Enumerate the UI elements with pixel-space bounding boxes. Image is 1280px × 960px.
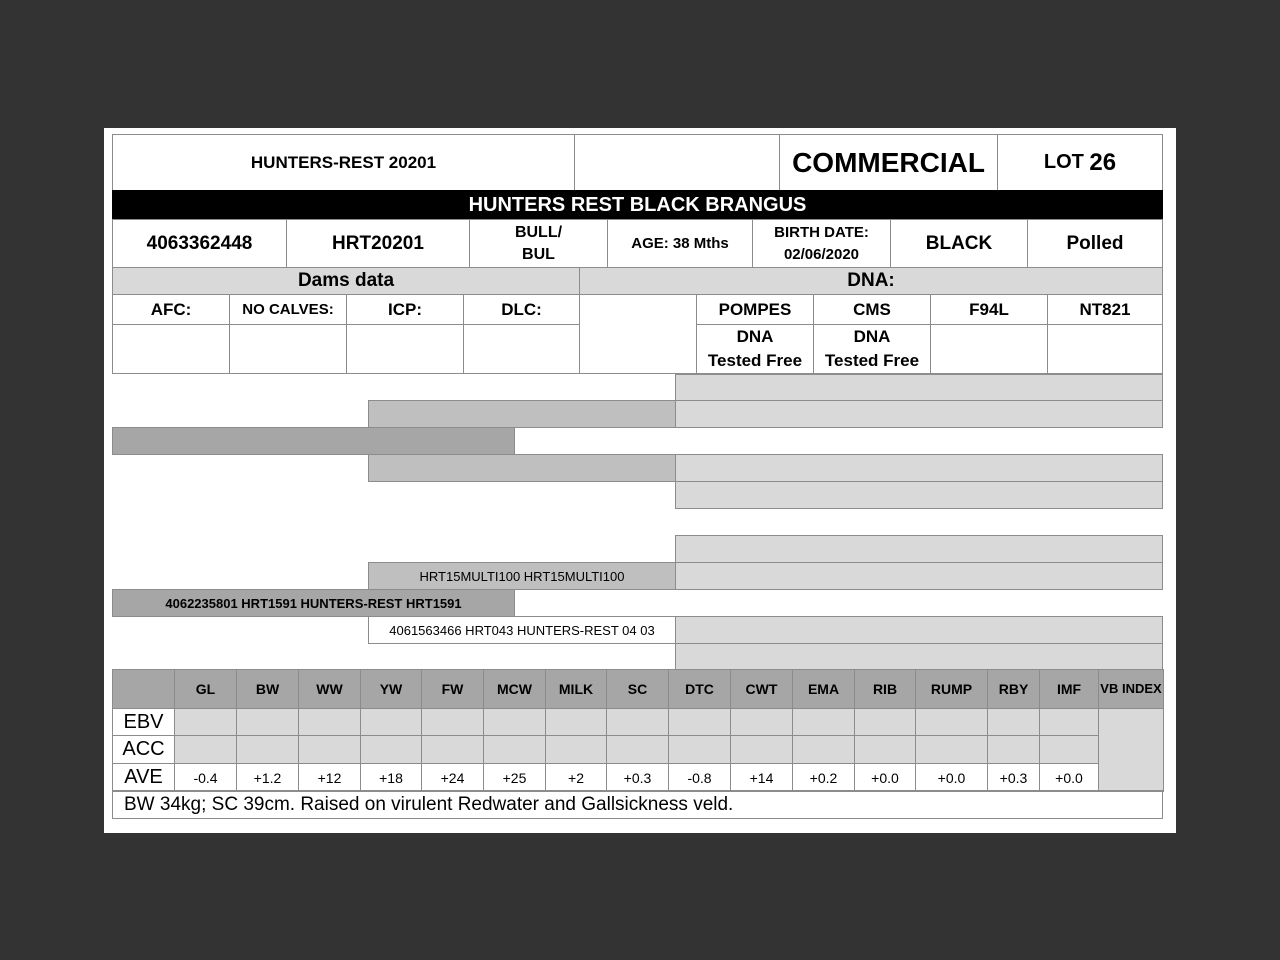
dams-value-icp — [346, 324, 464, 374]
ebv-value-cell: +0.0 — [1039, 763, 1099, 792]
birth-date-value: 02/06/2020 — [783, 245, 860, 263]
dna-value-pompes — [696, 324, 814, 374]
ebv-value-cell — [174, 735, 237, 764]
ebv-column-header: MILK — [545, 669, 607, 709]
header-blank-cell — [574, 134, 780, 191]
dna-value-line1: DNA — [736, 327, 774, 346]
dna-header-cms: CMS — [813, 294, 931, 325]
vb-index-header: VB INDEX — [1098, 669, 1164, 709]
pedigree-dam-sire: HRT15MULTI100 HRT15MULTI100 — [368, 562, 676, 590]
birth-date — [752, 219, 891, 268]
ebv-column-header: RUMP — [915, 669, 988, 709]
animal-age: AGE: 38 Mths — [607, 219, 753, 268]
dna-value-line2: Tested Free — [824, 351, 920, 370]
remarks: BW 34kg; SC 39cm. Raised on virulent Redwater and Gallsickness veld. — [112, 790, 1163, 819]
ebv-value-cell — [854, 735, 916, 764]
animal-horn: Polled — [1027, 219, 1163, 268]
ebv-value-cell — [915, 708, 988, 736]
ebv-value-cell — [236, 735, 299, 764]
ebv-value-cell: +14 — [730, 763, 793, 792]
category-label: COMMERCIAL — [779, 134, 998, 191]
ebv-value-cell: +0.3 — [606, 763, 669, 792]
ebv-value-cell — [483, 708, 546, 736]
ebv-value-cell: +1.2 — [236, 763, 299, 792]
ebv-value-cell — [236, 708, 299, 736]
birth-date-label: BIRTH DATE: — [774, 223, 869, 241]
ebv-value-cell: +18 — [360, 763, 422, 792]
dna-blank-cell — [579, 294, 697, 374]
sex-line1: BULL/ — [514, 223, 563, 241]
ebv-value-cell — [606, 735, 669, 764]
ebv-column-header: RIB — [854, 669, 916, 709]
ebv-value-cell: -0.4 — [174, 763, 237, 792]
ebv-value-cell — [987, 735, 1040, 764]
ebv-value-cell — [854, 708, 916, 736]
ebv-value-cell — [545, 708, 607, 736]
dna-value-nt821 — [1047, 324, 1163, 374]
dams-value-dlc — [463, 324, 580, 374]
ebv-value-cell — [360, 708, 422, 736]
ebv-column-header: DTC — [668, 669, 731, 709]
ebv-value-cell — [174, 708, 237, 736]
ebv-value-cell — [668, 735, 731, 764]
pedigree-sire-dam — [368, 454, 676, 482]
animal-id: 4063362448 — [112, 219, 287, 268]
animal-colour: BLACK — [890, 219, 1028, 268]
ebv-value-cell — [298, 735, 361, 764]
ebv-corner-cell — [112, 669, 175, 709]
lot-number — [997, 134, 1163, 191]
ebv-column-header: SC — [606, 669, 669, 709]
ebv-value-cell: +2 — [545, 763, 607, 792]
dams-header-icp: ICP: — [346, 294, 464, 325]
pedigree-dam-dam: 4061563466 HRT043 HUNTERS-REST 04 03 — [368, 616, 676, 644]
lot-prefix: LOT — [1043, 151, 1084, 173]
vb-index-value — [1098, 708, 1164, 792]
ebv-row-label: AVE — [112, 763, 175, 792]
ebv-value-cell: +0.3 — [987, 763, 1040, 792]
pedigree-ggrand-7 — [675, 616, 1163, 644]
ebv-value-cell — [730, 735, 793, 764]
ebv-value-cell — [792, 708, 855, 736]
ebv-value-cell — [915, 735, 988, 764]
dna-title: DNA: — [579, 267, 1163, 295]
ebv-value-cell — [360, 735, 422, 764]
ebv-value-cell — [298, 708, 361, 736]
ebv-value-cell — [421, 735, 484, 764]
ebv-column-header: EMA — [792, 669, 855, 709]
ebv-column-header: YW — [360, 669, 422, 709]
pedigree-dam: 4062235801 HRT1591 HUNTERS-REST HRT1591 — [112, 589, 515, 617]
pedigree-ggrand-1 — [675, 374, 1163, 402]
ebv-value-cell: +12 — [298, 763, 361, 792]
ebv-row-label: EBV — [112, 708, 175, 736]
ebv-value-cell: +0.0 — [854, 763, 916, 792]
dna-header-pompes: POMPES — [696, 294, 814, 325]
ebv-value-cell — [483, 735, 546, 764]
ebv-column-header: BW — [236, 669, 299, 709]
pedigree-ggrand-5 — [675, 535, 1163, 563]
ebv-column-header: CWT — [730, 669, 793, 709]
ebv-value-cell: +0.2 — [792, 763, 855, 792]
breeder-banner: HUNTERS REST BLACK BRANGUS — [112, 190, 1163, 220]
pedigree-ggrand-4 — [675, 481, 1163, 509]
ebv-value-cell: +0.0 — [915, 763, 988, 792]
pedigree-ggrand-2 — [675, 400, 1163, 428]
ebv-value-cell — [421, 708, 484, 736]
ebv-value-cell: +25 — [483, 763, 546, 792]
ebv-column-header: RBY — [987, 669, 1040, 709]
ebv-value-cell: -0.8 — [668, 763, 731, 792]
ebv-row-label: ACC — [112, 735, 175, 764]
ebv-column-header: IMF — [1039, 669, 1099, 709]
pedigree-sire — [112, 427, 515, 455]
animal-name: HUNTERS-REST 20201 — [112, 134, 575, 191]
ebv-value-cell — [1039, 735, 1099, 764]
pedigree-ggrand-6 — [675, 562, 1163, 590]
pedigree-ggrand-3 — [675, 454, 1163, 482]
ebv-value-cell — [668, 708, 731, 736]
dams-title: Dams data — [112, 267, 580, 295]
ebv-value-cell — [730, 708, 793, 736]
dna-value-cms — [813, 324, 931, 374]
pedigree-ggrand-8 — [675, 643, 1163, 670]
ebv-value-cell: +24 — [421, 763, 484, 792]
ebv-column-header: WW — [298, 669, 361, 709]
dams-header-dlc: DLC: — [463, 294, 580, 325]
dams-header-afc: AFC: — [112, 294, 230, 325]
dna-value-line2: Tested Free — [707, 351, 803, 370]
ebv-value-cell — [987, 708, 1040, 736]
dna-header-nt821: NT821 — [1047, 294, 1163, 325]
ebv-column-header: GL — [174, 669, 237, 709]
sex-line2: BUL — [522, 245, 555, 263]
animal-tag: HRT20201 — [286, 219, 470, 268]
dams-value-no-calves — [229, 324, 347, 374]
dams-value-afc — [112, 324, 230, 374]
ebv-column-header: FW — [421, 669, 484, 709]
dna-value-f94l — [930, 324, 1048, 374]
pedigree-sire-sire — [368, 400, 676, 428]
ebv-value-cell — [792, 735, 855, 764]
dams-header-no-calves: NO CALVES: — [229, 294, 347, 325]
dna-value-line1: DNA — [853, 327, 891, 346]
dna-header-f94l: F94L — [930, 294, 1048, 325]
animal-sex — [469, 219, 608, 268]
ebv-value-cell — [545, 735, 607, 764]
lot-card — [104, 128, 1176, 833]
ebv-value-cell — [1039, 708, 1099, 736]
ebv-value-cell — [606, 708, 669, 736]
ebv-column-header: MCW — [483, 669, 546, 709]
lot-value: 26 — [1089, 148, 1117, 176]
